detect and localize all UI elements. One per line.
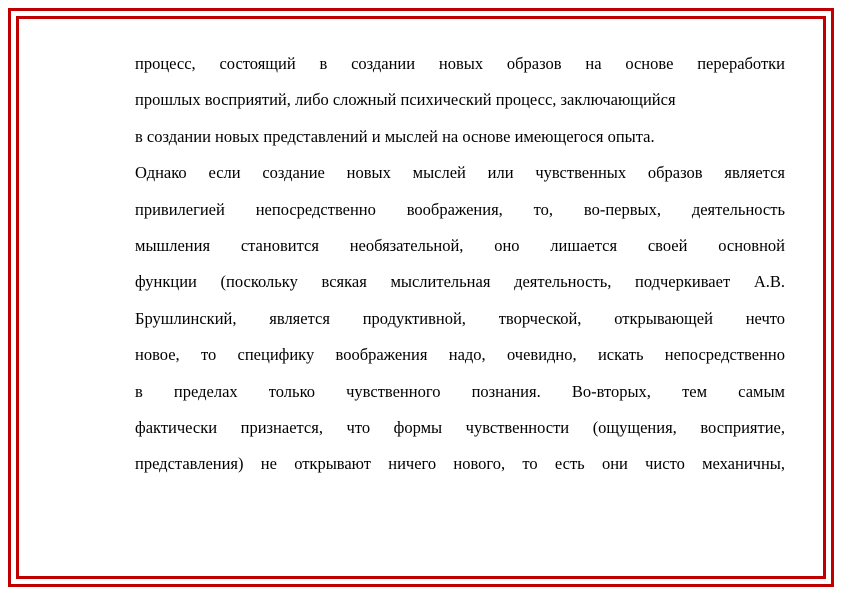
text-line: представления) не открывают ничего нового, то есть они чисто механичны, <box>135 454 785 474</box>
text-line: функции (поскольку всякая мыслительная деятельность, подчеркивает А.В. <box>135 272 785 292</box>
text-line: прошлых восприятий, либо сложный психический процесс, заключающийся <box>135 90 676 110</box>
text-line: новое, то специфику воображения надо, очевидно, искать непосредственно <box>135 345 785 365</box>
text-line: в создании новых представлений и мыслей на основе имеющегося опыта. <box>135 126 655 146</box>
text-line: процесс, состоящий в создании новых образов на основе переработки <box>135 54 785 73</box>
text-line: привилегией непосредственно воображения, то, во-первых, деятельность <box>135 199 785 219</box>
text-line: в пределах только чувственного познания. Во-вторых, тем самым <box>135 381 785 401</box>
document-text <box>135 46 785 483</box>
text-line: Однако если создание новых мыслей или чувственных образов является <box>135 163 785 183</box>
text-line: фактически признается, что формы чувственности (ощущения, восприятие, <box>135 417 785 437</box>
text-line: мышления становится необязательной, оно лишается своей основной <box>135 235 785 255</box>
text-line: Брушлинский, является продуктивной, творческой, открывающей нечто <box>135 308 785 328</box>
